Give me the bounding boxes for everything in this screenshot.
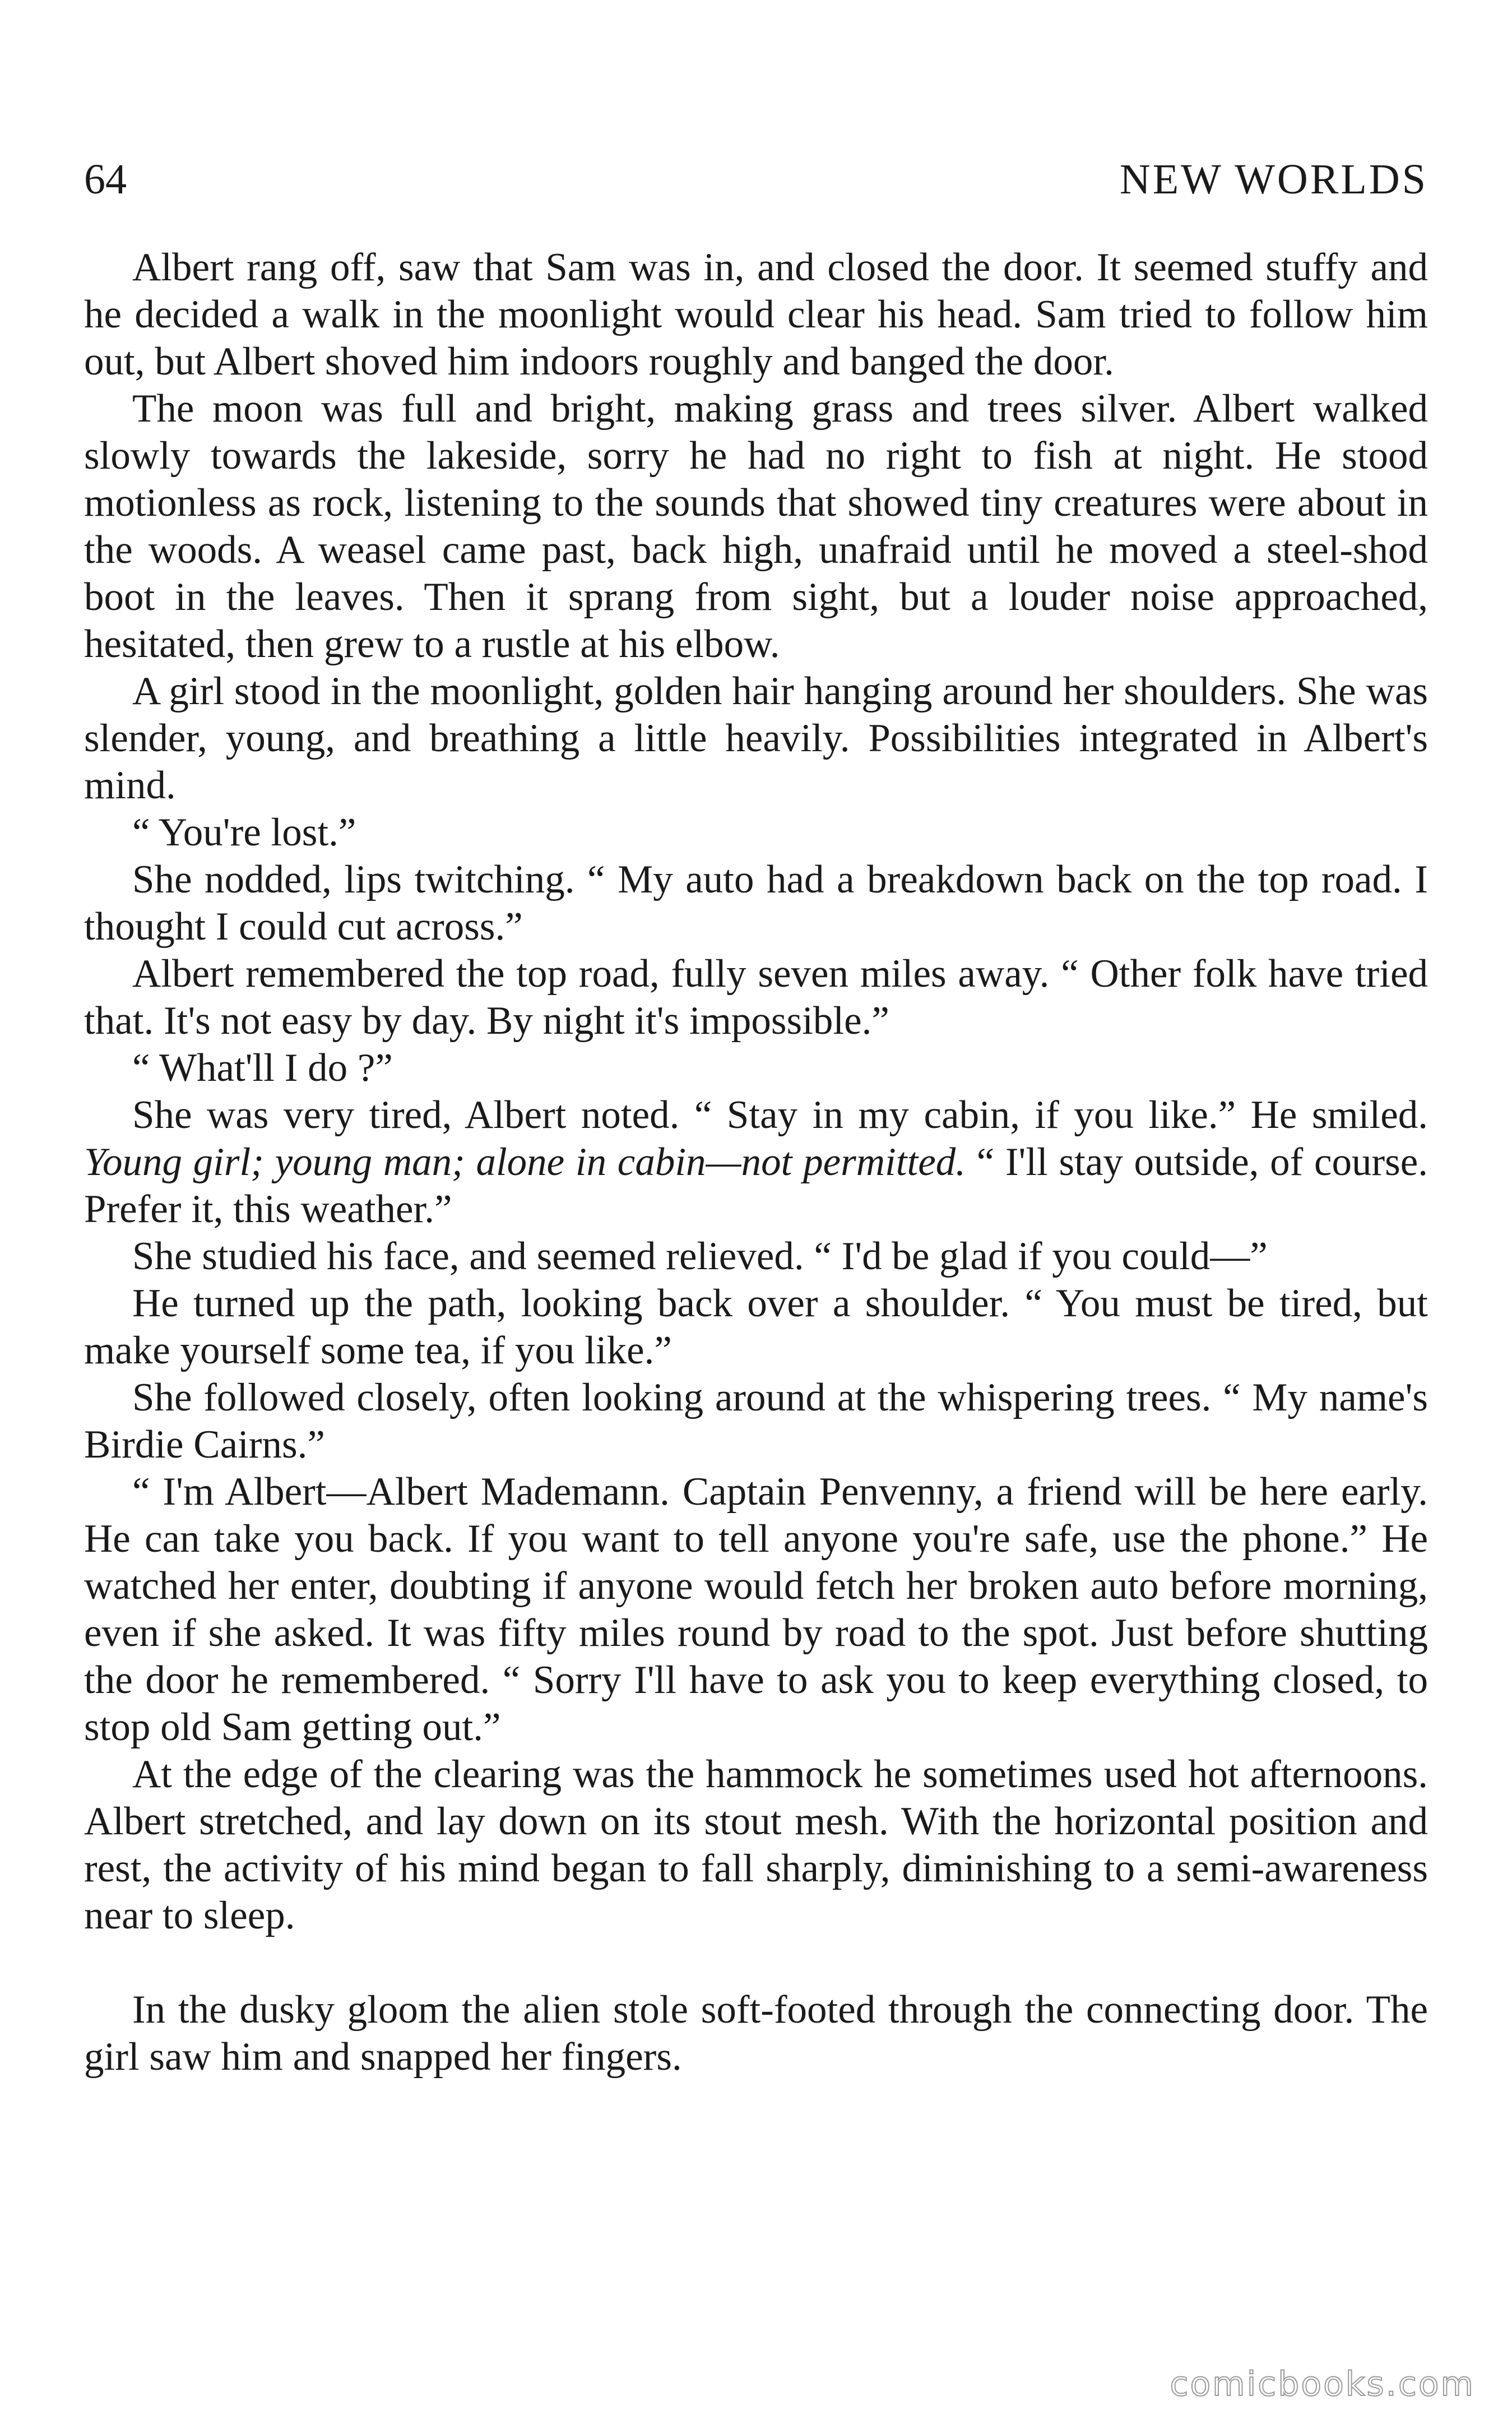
paragraph: “ I'm Albert—Albert Mademann. Captain Penvenny, a friend will be here early. He can take you back. If you want to tell anyone you're safe, use the phone.” He watched her enter, doubting if anyone would fetch her broken auto before morning, even if she asked. It was fifty miles round by road to the spot. Just before shutting the door he remembered. “ Sorry I'll have to ask you to keep everything closed, to stop old Sam getting out.” bbox=[84, 1470, 1428, 1749]
paragraph: “ What'll I do ?” bbox=[132, 1046, 393, 1090]
paragraph: She followed closely, often looking around at the whispering trees. “ My name's Birdie Cairns.” bbox=[84, 1376, 1428, 1467]
paragraph: A girl stood in the moonlight, golden hair hanging around her shoulders. She was slender, young, and breathing a little heavily. Possibilities integrated in Albert's mind. bbox=[84, 669, 1428, 807]
paragraph-text: “ I'll stay outside, of course. Prefer it, this weather.” bbox=[84, 1140, 1428, 1231]
paragraph: At the edge of the clearing was the hammock he sometimes used hot afternoons. Albert stretched, and lay down on its stout mesh. With the horizontal position and rest, the activity of his mind began to fall sharply, diminishing to a semi-awareness near to sleep. bbox=[84, 1752, 1428, 1937]
paragraph: She nodded, lips twitching. “ My auto had a breakdown back on the top road. I thought I could cut across.” bbox=[84, 858, 1428, 949]
paragraph: “ You're lost.” bbox=[132, 811, 356, 854]
paragraph-with-italics bbox=[84, 1091, 1428, 1233]
paragraph: Albert rang off, saw that Sam was in, and closed the door. It seemed stuffy and he decided a walk in the moonlight would clear his head. Sam tried to follow him out, but Albert shoved him indoors roughly and banged the door. bbox=[84, 246, 1428, 383]
section-paragraph: In the dusky gloom the alien stole soft-footed through the connecting door. The girl saw him and snapped her fingers. bbox=[84, 1988, 1428, 2079]
page-number: 64 bbox=[84, 156, 127, 203]
paragraph-text: She was very tired, Albert noted. “ Stay in my cabin, if you like.” He smiled. bbox=[132, 1093, 1428, 1137]
paragraph: He turned up the path, looking back over a shoulder. “ You must be tired, but make yourself some tea, if you like.” bbox=[84, 1282, 1428, 1372]
paragraph: The moon was full and bright, making grass and trees silver. Albert walked slowly towards the lakeside, sorry he had no right to fish at night. He stood motionless as rock, listening to the sounds that showed tiny creatures were about in the woods. A weasel came past, back high, unafraid until he moved a steel-shod boot in the leaves. Then it sprang from sight, but a louder noise approached, hesitated, then grew to a rustle at his elbow. bbox=[84, 387, 1428, 666]
italic-thought: Young girl; young man; alone in cabin—not permitted. bbox=[84, 1140, 966, 1184]
page-header bbox=[84, 149, 1428, 210]
body-text bbox=[84, 244, 1428, 2080]
running-head: NEW WORLDS bbox=[1119, 156, 1428, 203]
site-watermark: comicbooks.com bbox=[1170, 2365, 1475, 2404]
paragraph: Albert remembered the top road, fully seven miles away. “ Other folk have tried that. It's not easy by day. By night it's impossible.” bbox=[84, 952, 1428, 1043]
paragraph: She studied his face, and seemed relieved. “ I'd be glad if you could—” bbox=[132, 1234, 1268, 1278]
